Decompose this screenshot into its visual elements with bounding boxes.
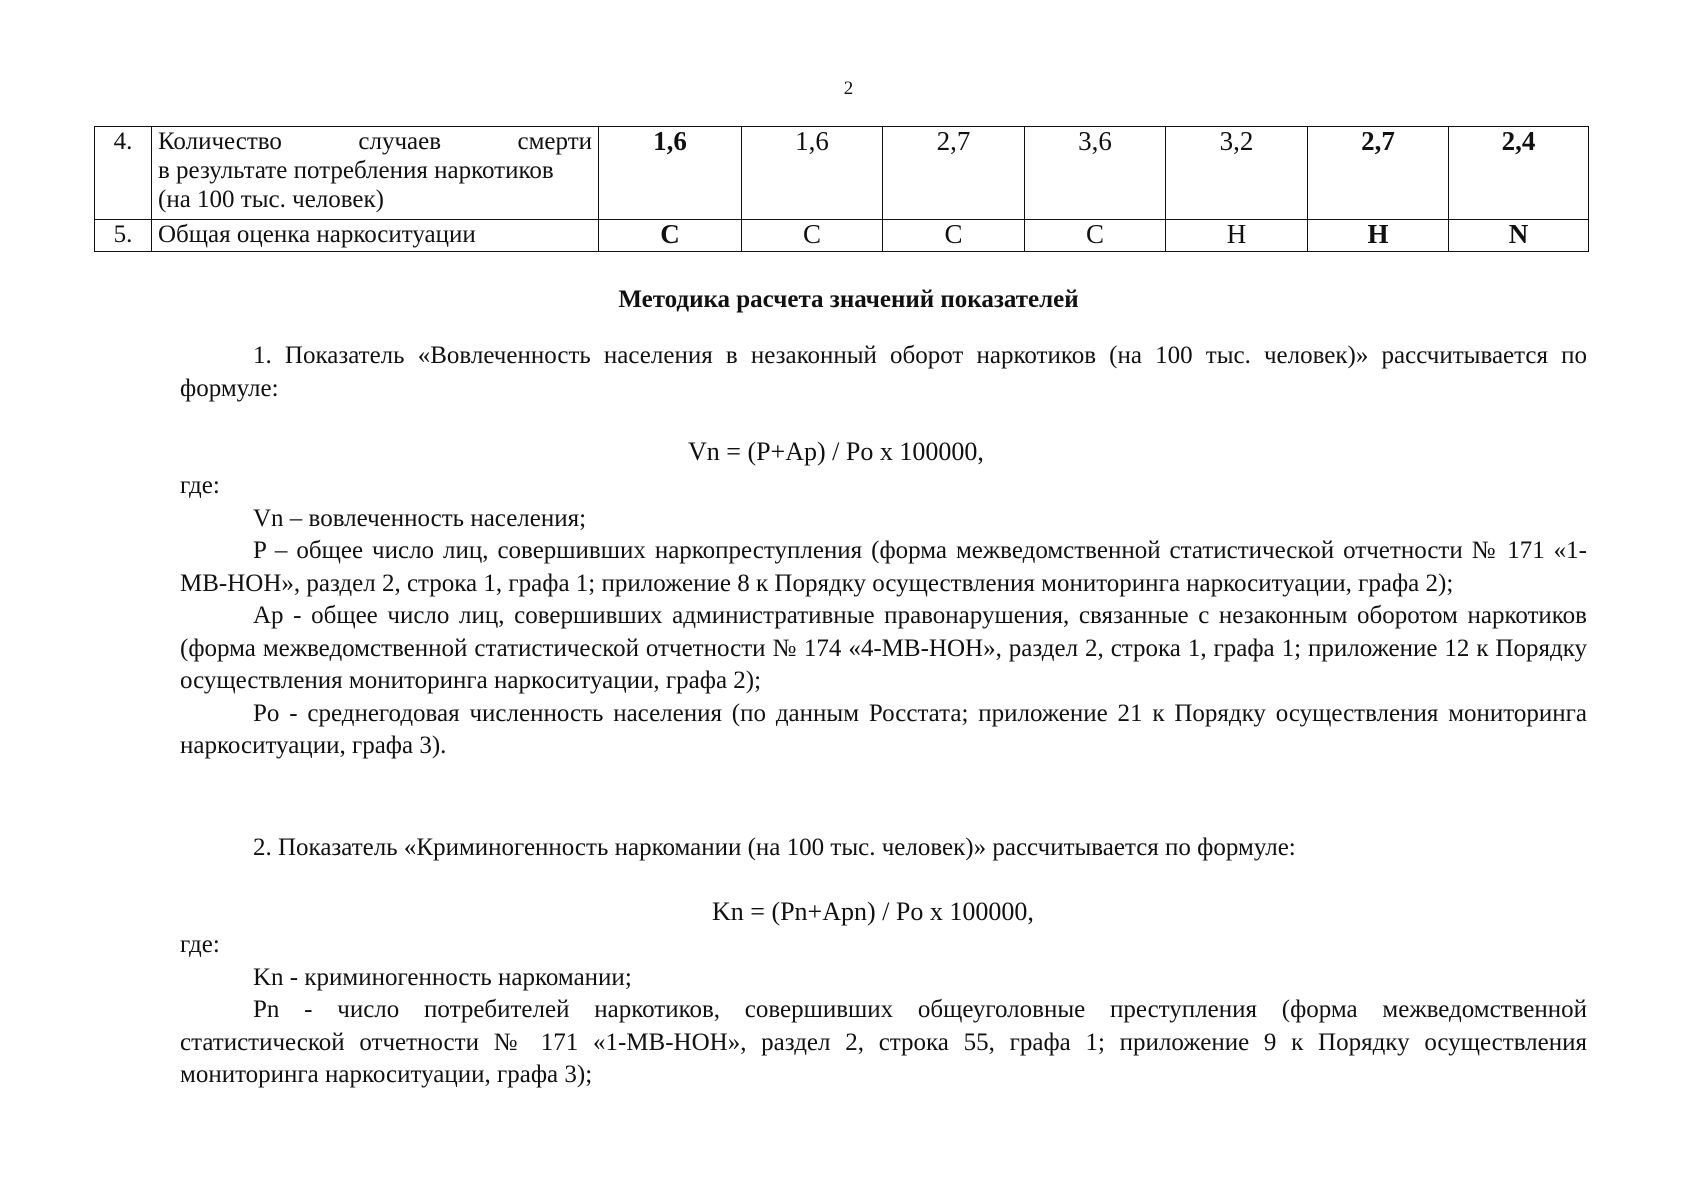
indicator-2-intro: 2. Показатель «Криминогенность наркомании (на 100 тыс. человек)» рассчитывается по формуле: — [253, 834, 1296, 861]
definition-vn: Vn – вовлеченность населения; — [253, 504, 587, 532]
definition-p: P – общее число лиц, совершивших наркопреступления (форма межведомственной статистической отчетности № 171 «1-МВ-НОН», раздел 2, строка 1, графа 1; приложение 8 к Порядку осуществления мониторинга наркоситуации, графа 2); — [180, 537, 1587, 597]
table-cell-value: С — [1025, 220, 1166, 252]
table-cell-value: 3,2 — [1166, 127, 1308, 220]
row-number: 4. — [95, 127, 152, 220]
indicator-1-intro-block — [180, 340, 1587, 405]
formula-vn: Vn = (P+Ap) / Po x 100000, — [688, 437, 984, 466]
definition-po: Po - среднегодовая численность населения (по данным Росстата; приложение 21 к Порядку осуществления мониторинга наркоситуации, графа 3). — [180, 699, 1587, 759]
description-line: в результате потребления наркотиков — [158, 157, 554, 184]
row-number: 5. — [95, 220, 152, 252]
page-number: 2 — [843, 78, 854, 99]
description-line: Количество случаев смерти — [158, 128, 592, 155]
table-cell-value: 2,7 — [1308, 127, 1449, 220]
table-cell-value: С — [883, 220, 1025, 252]
definition-ap: Ap - общее число лиц, совершивших административные правонарушения, связанные с незаконным оборотом наркотиков (форма межведомственной статистической отчетности № 174 «4-МВ-НОН», раздел 2, строка 1, графа 1; приложение 12 к Порядку осуществления мониторинга наркоситуации, графа 2); — [180, 602, 1587, 694]
table-row — [95, 127, 1589, 220]
table-cell-value: N — [1449, 220, 1589, 252]
section-title: Методика расчета значений показателей — [618, 286, 1079, 313]
table-cell-value: Н — [1166, 220, 1308, 252]
formula-kn: Kn = (Pn+Apn) / Po x 100000, — [712, 897, 1034, 926]
where-label: где: — [180, 931, 220, 958]
table-cell-value: 2,7 — [883, 127, 1025, 220]
definition-kn: Kn - криминогенность наркомании; — [253, 963, 632, 991]
table-cell-value: 3,6 — [1025, 127, 1166, 220]
indicator-1-intro: 1. Показатель «Вовлеченность населения в незаконный оборот наркотиков (на 100 тыс. человек)» рассчитывается по формуле: — [180, 342, 1587, 402]
table-cell-value: 2,4 — [1449, 127, 1589, 220]
table-cell-value: 1,6 — [599, 127, 742, 220]
description-line: Общая оценка наркоситуации — [158, 221, 476, 248]
row-description — [152, 127, 599, 220]
table-cell-value: 1,6 — [742, 127, 883, 220]
indicator-2-intro-block — [180, 832, 1587, 865]
table-cell-value: Н — [1308, 220, 1449, 252]
table-row — [95, 220, 1589, 252]
table-cell-value: С — [742, 220, 883, 252]
indicator-2-definitions — [180, 929, 1587, 1092]
description-line: (на 100 тыс. человек) — [158, 186, 384, 213]
indicator-1-definitions — [180, 470, 1587, 763]
definition-pn: Pn - число потребителей наркотиков, совершивших общеуголовные преступления (форма межведомственной статистической отчетности № 171 «1-МВ-НОН», раздел 2, строка 55, графа 1; приложение 9 к Порядку осуществления мониторинга наркоситуации, графа 3); — [180, 996, 1587, 1088]
table-cell-value: С — [599, 220, 742, 252]
indicators-table — [94, 126, 1589, 252]
where-label: где: — [180, 472, 220, 499]
row-description — [152, 220, 599, 252]
